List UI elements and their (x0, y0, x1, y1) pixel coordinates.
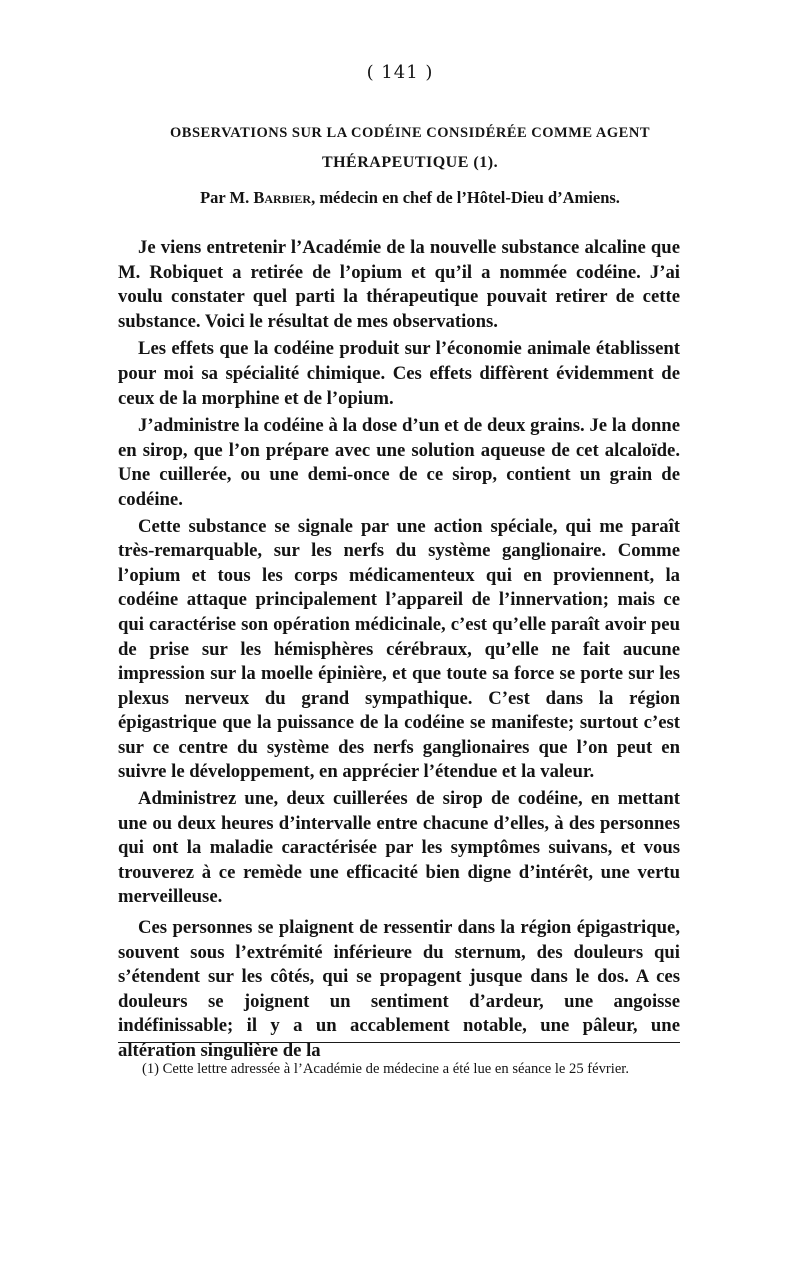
paragraph-4: Cette substance se signale par une action spéciale, qui me paraît très-remarquable, sur les nerfs du système ganglionaire. Comme l’opium et tous les corps médicamenteux qui en proviennent, la codéine attaque principalement l’appareil de l’innervation; mais ce qui caractérise son opération médicinale, c’est qu’elle paraît avoir peu de prise sur les hémisphères cérébraux, qu’elle ne fait aucune impression sur la moelle épinière, et que toute sa force se porte sur les plexus nerveux du grand sympathique. C’est dans la région épigastrique que la puissance de la codéine se manifeste; surtout c’est sur ce centre du système des nerfs ganglionaires que l’on peut en suivre le développement, en apprécier l’étendue et la valeur. (118, 515, 680, 783)
article-title (120, 118, 700, 178)
footnote-divider (118, 1042, 680, 1043)
paragraph-6: Ces personnes se plaignent de ressentir dans la région épigastrique, souvent sous l’extrémité inférieure du sternum, des douleurs qui s’étendent sur les côtés, qui se propagent jusque dans le dos. A ces douleurs se joignent un sentiment d’ardeur, une angoisse indéfinissable; il y a un accablement notable, une pâleur, une altération singulière de la (118, 917, 680, 1061)
title-line-2: THÉRAPEUTIQUE (1). (321, 154, 499, 171)
paragraph-2: Les effets que la codéine produit sur l’économie animale établissent pour moi sa spécialité chimique. Ces effets diffèrent évidemment de ceux de la morphine et de l’opium. (118, 338, 680, 409)
byline-suffix: , médecin en chef de l’Hôtel-Dieu d’Amiens. (311, 188, 620, 207)
paragraph-3: J’administre la codéine à la dose d’un et de deux grains. Je la donne en sirop, que l’on prépare avec une solution aqueuse de cet alcaloïde. Une cuillerée, ou une demi-once de ce sirop, contient un grain de codéine. (118, 415, 680, 510)
article-body (118, 236, 680, 1064)
byline-author: Barbier (253, 188, 312, 207)
title-line-1: OBSERVATIONS SUR LA CODÉINE CONSIDÉRÉE COMME AGENT (170, 125, 650, 141)
footnote: (1) Cette lettre adressée à l’Académie de médecine a été lue en séance le 25 février. (142, 1061, 630, 1077)
paragraph-1: Je viens entretenir l’Académie de la nouvelle substance alcaline que M. Robiquet a retirée de l’opium et qu’il a nommée codéine. J’ai voulu constater quel parti la thérapeutique pouvait retirer de cette substance. Voici le résultat de mes observations. (118, 237, 680, 332)
paragraph-5: Administrez une, deux cuillerées de sirop de codéine, en mettant une ou deux heures d’intervalle entre chacune d’elles, à des personnes qui ont la maladie caractérisée par les symptômes suivans, et vous trouverez à ce remède une efficacité bien digne d’intérêt, une vertu merveilleuse. (118, 788, 680, 908)
page-number: ( 141 ) (366, 62, 434, 83)
byline (120, 188, 700, 208)
byline-prefix: Par M. (200, 188, 254, 207)
